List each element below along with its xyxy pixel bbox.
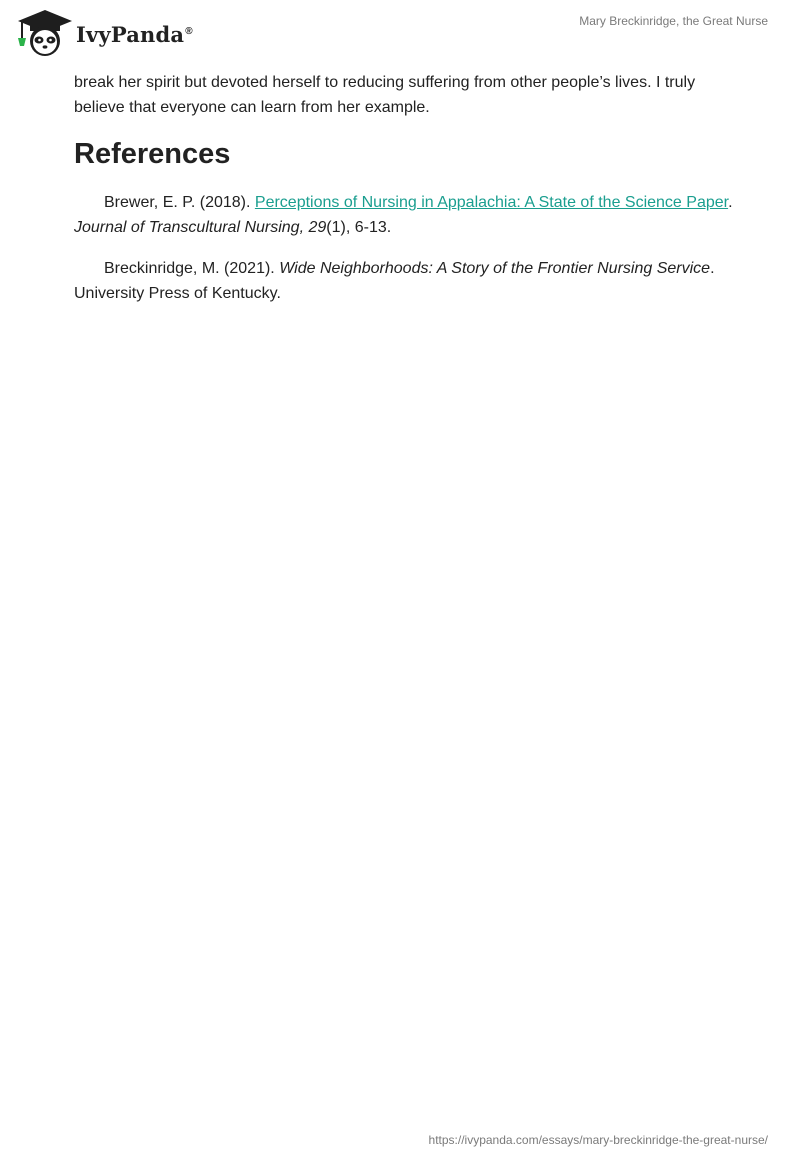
references-heading: References — [74, 138, 231, 170]
document-body — [74, 70, 734, 322]
reference-title-link[interactable]: Perceptions of Nursing in Appalachia: A State of the Science Paper — [254, 194, 729, 211]
ivypanda-logo[interactable] — [16, 8, 193, 58]
source-url: https://ivypanda.com/essays/mary-breckinridge-the-great-nurse/ — [428, 1133, 768, 1147]
reference-list — [74, 190, 734, 306]
reference-issue-pages: (1), 6-13. — [326, 219, 392, 236]
panda-graduation-cap-logo-icon — [16, 8, 74, 58]
reference-separator: . — [728, 194, 733, 211]
reference-authors-year: Brewer, E. P. (2018). — [104, 194, 255, 211]
reference-item — [74, 256, 734, 306]
registered-mark: ® — [185, 25, 193, 37]
reference-journal: Journal of Transcultural Nursing, 29 — [74, 219, 327, 236]
reference-publisher: . University Press of Kentucky. — [74, 260, 715, 302]
body-paragraph: break her spirit but devoted herself to reducing suffering from other people’s lives. I truly believe that everyone can learn from her example. — [74, 74, 696, 116]
running-title: Mary Breckinridge, the Great Nurse — [579, 14, 768, 28]
reference-book-title: Wide Neighborhoods: A Story of the Frontier Nursing Service — [279, 260, 711, 277]
brand-name-text: IvyPanda — [76, 21, 185, 47]
reference-item — [74, 190, 734, 240]
brand-name — [76, 22, 193, 47]
reference-authors-year: Breckinridge, M. (2021). — [104, 260, 280, 277]
